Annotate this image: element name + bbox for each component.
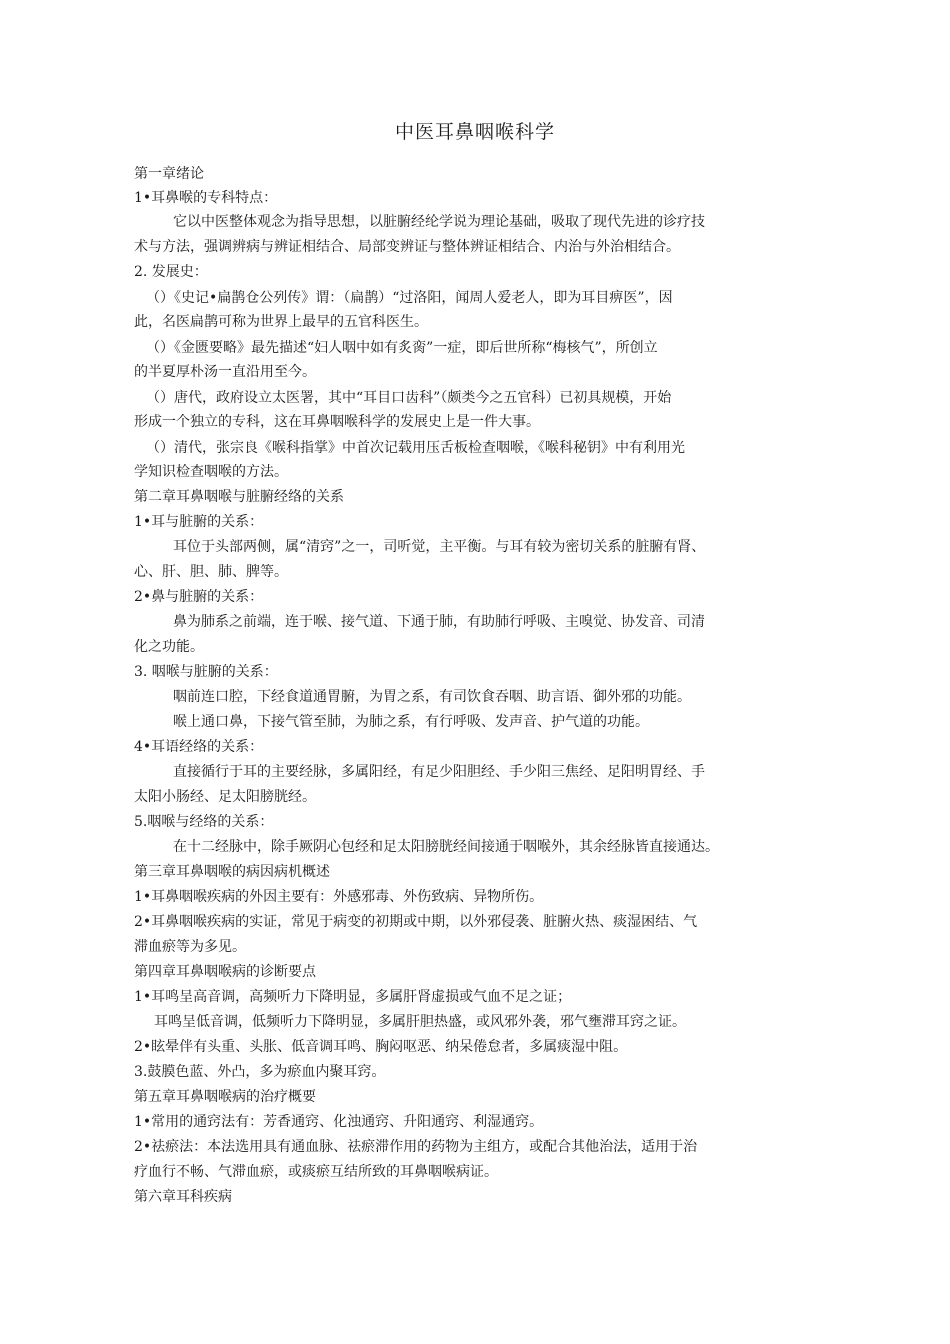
paragraph-line: 此，名医扁鹊可称为世界上最早的五官科医生。 xyxy=(134,314,428,330)
paragraph-line: 在十二经脉中，除手厥阴心包经和足太阳膀胱经间接通于咽喉外，其余经脉皆直接通达。 xyxy=(173,839,719,855)
chapter-heading: 第二章耳鼻咽喉与脏腑经络的关系 xyxy=(134,489,344,505)
paragraph-line: 喉上通口鼻，下接气管至肺，为肺之系，有行呼吸、发声音、护气道的功能。 xyxy=(173,714,649,730)
paragraph-line: 1•耳鸣呈高音调，高频听力下降明显，多属肝肾虚损或气血不足之证； xyxy=(134,989,572,1005)
section-heading: 4•耳语经络的关系： xyxy=(134,739,264,755)
paragraph-line: 学知识检查咽喉的方法。 xyxy=(134,464,288,480)
paragraph-line: 心、肝、胆、肺、脾等。 xyxy=(134,564,288,580)
chapter-heading: 第一章绪论 xyxy=(134,166,204,182)
section-heading: 2. 发展史： xyxy=(134,264,208,280)
paragraph-line: 1•常用的通窍法有：芳香通窍、化浊通窍、升阳通窍、利湿通窍。 xyxy=(134,1114,544,1130)
paragraph-line: 滞血瘀等为多见。 xyxy=(134,939,246,955)
chapter-heading: 第五章耳鼻咽喉病的治疗概要 xyxy=(134,1089,316,1105)
section-heading: 5.咽喉与经络的关系： xyxy=(134,814,274,830)
paragraph-line: 耳鸣呈低音调，低频听力下降明显，多属肝胆热盛，或风邪外袭，邪气壅滞耳窍之证。 xyxy=(154,1014,686,1030)
chapter-heading: 第六章耳科疾病 xyxy=(134,1189,232,1205)
list-item: （）唐代，政府设立太医署，其中“耳目口齿科”（颇类今之五官科）已初具规模，开始 xyxy=(146,390,672,406)
paragraph-line: 形成一个独立的专科，这在耳鼻咽喉科学的发展史上是一件大事。 xyxy=(134,414,540,430)
paragraph-line: 直接循行于耳的主要经脉，多属阳经，有足少阳胆经、手少阳三焦经、足阳明胃经、手 xyxy=(173,764,705,780)
paragraph-line: 2•祛瘀法：本法选用具有通血脉、祛瘀滞作用的药物为主组方，或配合其他治法，适用于治 xyxy=(134,1139,698,1155)
section-heading: 3. 咽喉与脏腑的关系： xyxy=(134,664,278,680)
list-item: （）《金匮要略》最先描述“妇人咽中如有炙脔”一症，即后世所称“梅核气”，所创立 xyxy=(146,340,658,356)
chapter-heading: 第三章耳鼻咽喉的病因病机概述 xyxy=(134,864,330,880)
paragraph-line: 化之功能。 xyxy=(134,639,204,655)
paragraph-line: 咽前连口腔，下经食道通胃腑，为胃之系，有司饮食吞咽、助言语、御外邪的功能。 xyxy=(173,689,691,705)
paragraph-line: 3.鼓膜色蓝、外凸，多为瘀血内聚耳窍。 xyxy=(134,1064,386,1080)
list-item: （）清代，张宗良《喉科指掌》中首次记载用压舌板检查咽喉，《喉科秘钥》中有利用光 xyxy=(146,440,685,456)
paragraph-line: 2•眩晕伴有头重、头胀、低音调耳鸣、胸闷呕恶、纳呆倦怠者，多属痰湿中阻。 xyxy=(134,1039,628,1055)
chapter-heading: 第四章耳鼻咽喉病的诊断要点 xyxy=(134,964,316,980)
paragraph-line: 2•耳鼻咽喉疾病的实证，常见于病变的初期或中期，以外邪侵袭、脏腑火热、痰湿困结、气 xyxy=(134,914,698,930)
list-item: （）《史记•扁鹊仓公列传》谓：（扁鹊）“过洛阳，闻周人爱老人，即为耳目痹医”，因 xyxy=(146,290,673,306)
paragraph-line: 的半夏厚朴汤一直沿用至今。 xyxy=(134,364,316,380)
paragraph-line: 它以中医整体观念为指导思想，以脏腑经纶学说为理论基础，吸取了现代先进的诊疗技 xyxy=(173,214,705,230)
paragraph-line: 1•耳鼻咽喉疾病的外因主要有：外感邪毒、外伤致病、异物所伤。 xyxy=(134,889,544,905)
paragraph-line: 术与方法，强调辨病与辨证相结合、局部变辨证与整体辨证相结合、内治与外治相结合。 xyxy=(134,239,680,255)
section-heading: 2•鼻与脏腑的关系： xyxy=(134,589,264,605)
section-heading: 1•耳与脏腑的关系： xyxy=(134,514,264,530)
section-heading: 1•耳鼻喉的专科特点： xyxy=(134,190,278,206)
paragraph-line: 太阳小肠经、足太阳膀胱经。 xyxy=(134,789,316,805)
document-title: 中医耳鼻咽喉科学 xyxy=(394,121,555,143)
paragraph-line: 耳位于头部两侧，属“清窍”之一，司听觉，主平衡。与耳有较为密切关系的脏腑有肾、 xyxy=(173,539,706,555)
paragraph-line: 疗血行不畅、气滞血瘀，或痰瘀互结所致的耳鼻咽喉病证。 xyxy=(134,1164,498,1180)
paragraph-line: 鼻为肺系之前端，连于喉、接气道、下通于肺，有助肺行呼吸、主嗅觉、协发音、司清 xyxy=(173,614,705,630)
